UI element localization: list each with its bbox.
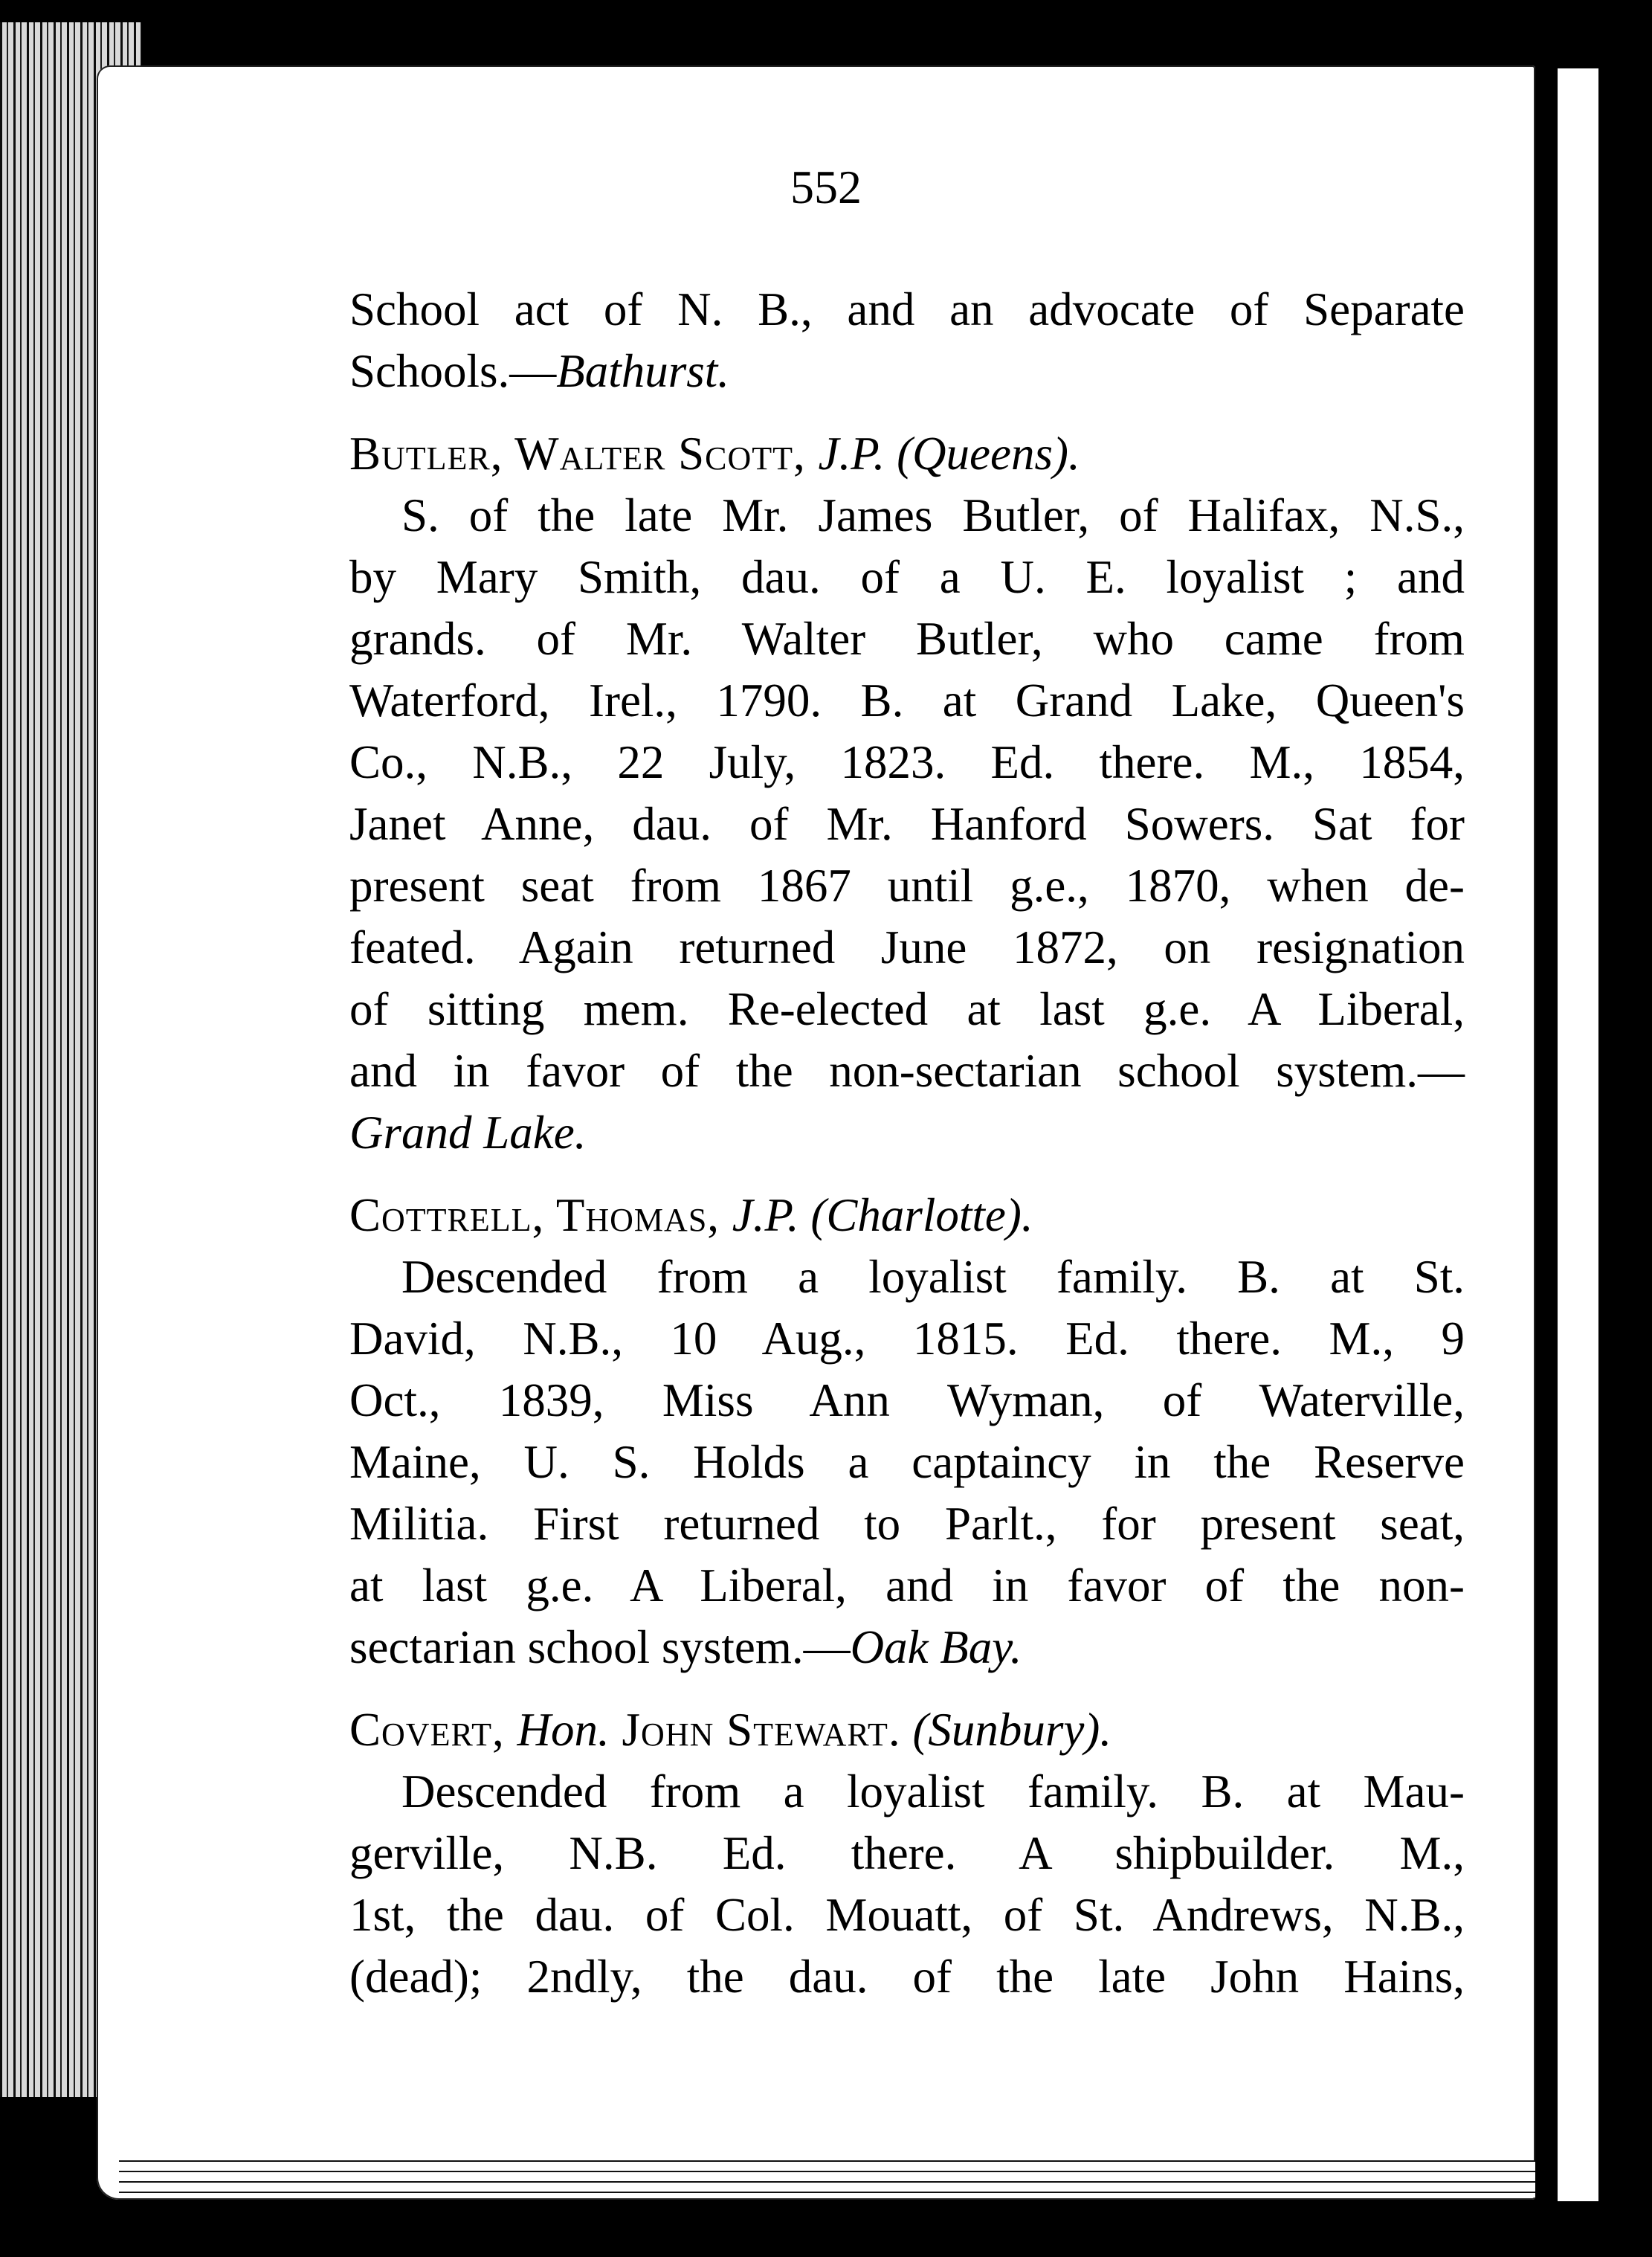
text-line: [349, 1493, 1465, 1555]
text-run: at last g.e. A Liberal, and in favor of the non-: [349, 1559, 1465, 1612]
text-run: feated. Again returned June 1872, on resignation: [349, 921, 1465, 973]
book-bottom-edges: [119, 2160, 1535, 2198]
text-run: grands. of Mr. Walter Butler, who came from: [349, 613, 1465, 665]
page-text-body: [349, 279, 1465, 2008]
text-run: Oct., 1839, Miss Ann Wyman, of Waterville,: [349, 1374, 1465, 1426]
text-run: and in favor of the non-sectarian school system.—: [349, 1045, 1465, 1097]
text-line: [349, 1432, 1465, 1493]
text-line: [349, 917, 1465, 979]
italic-text: Grand Lake.: [349, 1107, 587, 1159]
italic-text: (Charlotte).: [810, 1189, 1033, 1241]
text-line: [349, 1617, 1465, 1678]
italic-text: Oak Bay.: [850, 1621, 1022, 1673]
text-line: [349, 1946, 1465, 2008]
text-line: [349, 341, 1465, 402]
entry-name: John Stewart.: [609, 1704, 901, 1756]
text-line: [349, 423, 1465, 485]
italic-text: J.P.: [818, 428, 885, 480]
text-line: [349, 1699, 1465, 1761]
text-run: Waterford, Irel., 1790. B. at Grand Lake, Queen's: [349, 674, 1465, 727]
text-run: gerville, N.B. Ed. there. A shipbuilder. M.,: [349, 1827, 1465, 1879]
text-line: [349, 1102, 1465, 1164]
text-run: Maine, U. S. Holds a captaincy in the Reserve: [349, 1436, 1465, 1488]
text-run: School act of N. B., and an advocate of Separate: [349, 283, 1465, 335]
text-run: Janet Anne, dau. of Mr. Hanford Sowers. Sat for: [349, 798, 1465, 850]
italic-text: Bathurst.: [556, 345, 730, 397]
text-run: of sitting mem. Re-elected at last g.e. A Liberal,: [349, 983, 1465, 1035]
text-run: [799, 1189, 811, 1241]
text-line: [349, 547, 1465, 608]
text-run: by Mary Smith, dau. of a U. E. loyalist ; and: [349, 551, 1465, 603]
text-line: [349, 279, 1465, 341]
italic-text: (Sunbury).: [912, 1704, 1112, 1756]
facing-page-edge: [1558, 68, 1598, 2201]
entry-name: Cottrell, Thomas,: [349, 1189, 732, 1241]
text-run: Schools.—: [349, 345, 557, 397]
text-run: present seat from 1867 until g.e., 1870, when de-: [349, 860, 1465, 912]
text-line: [349, 1370, 1465, 1432]
text-line: [349, 1555, 1465, 1617]
italic-text: Hon.: [517, 1704, 610, 1756]
text-line: [349, 855, 1465, 917]
text-line: [349, 1040, 1465, 1102]
text-line: [349, 793, 1465, 855]
italic-text: (Queens).: [897, 428, 1080, 480]
text-run: David, N.B., 10 Aug., 1815. Ed. there. M., 9: [349, 1313, 1465, 1365]
text-run: 1st, the dau. of Col. Mouatt, of St. Andrews, N.B.,: [349, 1889, 1465, 1941]
text-run: Co., N.B., 22 July, 1823. Ed. there. M., 1854,: [349, 736, 1465, 788]
text-line: [349, 1308, 1465, 1370]
text-line: [349, 1823, 1465, 1884]
text-line: [349, 1884, 1465, 1946]
page-number: 552: [790, 161, 862, 213]
text-line: [349, 670, 1465, 732]
entry-name: Butler, Walter Scott,: [349, 428, 819, 480]
text-line: [349, 1185, 1465, 1246]
text-line: [349, 732, 1465, 793]
text-run: [885, 428, 897, 480]
text-run: Descended from a loyalist family. B. at Mau-: [401, 1765, 1465, 1817]
text-run: Militia. First returned to Parlt., for present seat,: [349, 1498, 1465, 1550]
text-run: [901, 1704, 913, 1756]
text-line: [349, 1761, 1465, 1823]
text-run: sectarian school system.—: [349, 1621, 851, 1673]
text-run: S. of the late Mr. James Butler, of Halifax, N.S.,: [401, 489, 1465, 541]
italic-text: J.P.: [732, 1189, 799, 1241]
text-line: [349, 979, 1465, 1040]
text-run: (dead); 2ndly, the dau. of the late John Hains,: [349, 1951, 1465, 2003]
text-line: [349, 608, 1465, 670]
text-run: Descended from a loyalist family. B. at St.: [401, 1251, 1465, 1303]
entry-name: Covert,: [349, 1704, 517, 1756]
text-line: [349, 1246, 1465, 1308]
text-line: [349, 485, 1465, 547]
